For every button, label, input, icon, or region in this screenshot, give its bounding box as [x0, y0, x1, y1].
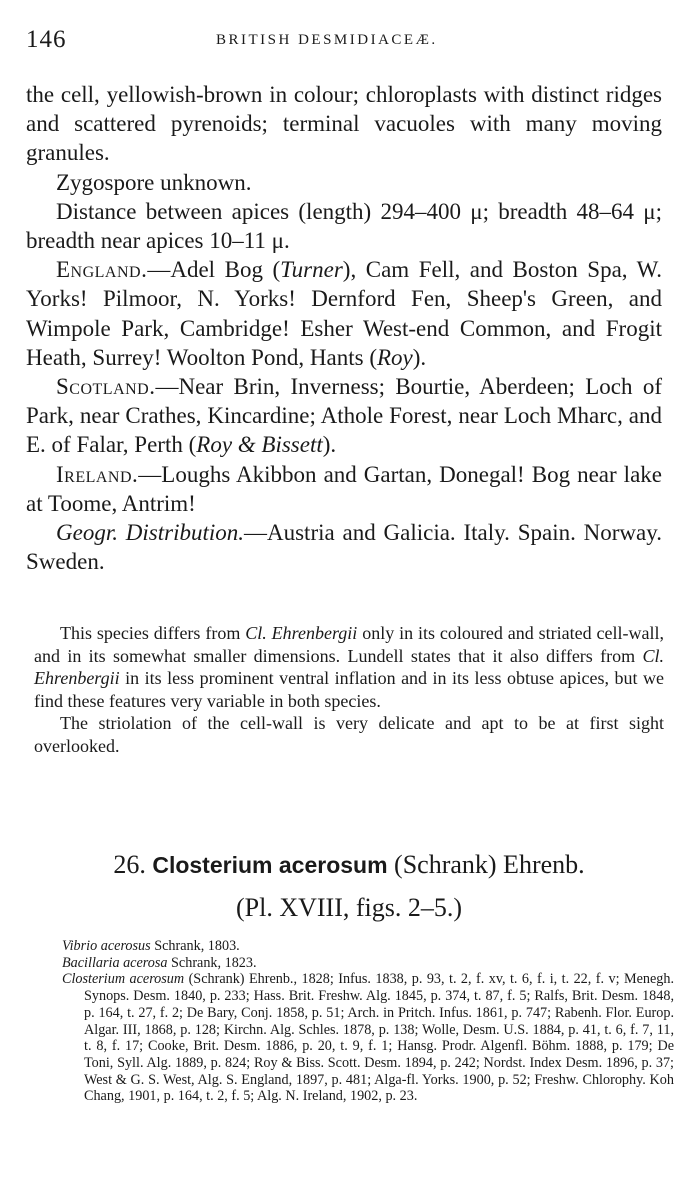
synonym-name: Bacillaria acerosa — [62, 954, 168, 971]
scotland-label: Scotland. — [56, 374, 156, 400]
synonym-name: Closterium acerosum — [62, 971, 185, 988]
synonym-entry: Bacillaria acerosa Schrank, 1823. — [62, 954, 257, 971]
dimensions-note: Distance between apices (length) 294–400 μ; breadth 48–64 μ; breadth near apices 10–11 μ. — [26, 198, 662, 254]
synonym-name: Vibrio acerosus — [62, 938, 151, 954]
species-description — [26, 80, 662, 576]
geographic-distribution: Geogr. Distribution.—Austria and Galicia. Italy. Spain. Norway. Sweden. — [26, 520, 662, 575]
description-intro: the cell, yellowish-brown in colour; chloroplasts with distinct ridges and scattered pyrenoids; terminal vacuoles with many moving granules. — [26, 82, 662, 166]
species-heading — [0, 850, 698, 880]
collector-name: Turner — [280, 257, 343, 283]
england-label: England. — [56, 257, 148, 283]
synonym-entry: Vibrio acerosus Schrank, 1803. — [62, 938, 240, 954]
locality-ireland: Ireland.—Loughs Akibbon and Gartan, Donegal! Bog near lake at Toome, Antrim! — [26, 461, 662, 516]
species-name: Closterium acerosum — [152, 852, 388, 878]
collector-name: Roy — [377, 344, 413, 370]
synonym-entry: Closterium acerosum (Schrank) Ehrenb., 1828; Infus. 1838, p. 93, t. 2, f. xv, t. 6, f. i, t. 22, f. v; Menegh. Synops. Desm. 1840, p. 233; Hass. Brit. Freshw. Alg. 1845, p. 374, t. 87, f. 5; Ralfs, Brit. Desm. 1848, p. 164, t. 27, f. 2; De Bary, Conj. 1858, p. 51; Arch. in Pritch. Infus. 1861, p. 747; Rabenh. Flor. Europ. Algar. III, 1868, p. 128; Kirchn. Alg. Schles. 1878, p. 138; Wolle, Desm. U.S. 1884, p. 41, t. 6, f. 7, 11, t. 8, f. 17; Cooke, Brit. Desm. 1886, p. 20, t. 9, f. 1; Hansg. Prodr. Algenfl. Böhm. 1888, p. 179; De Toni, Syll. Alg. 1889, p. 824; Roy & Biss. Scott. Desm. 1894, p. 242; Nordst. Index Desm. 1896, p. 37; West & G. S. West, Alg. S. England, 1897, p. 481; Alga-fl. Yorks. 1900, p. 52; Freshw. Chlorophy. Koh Chang, 1901, p. 164, t. 2, f. 5; Alg. N. Ireland, 1902, p. 23. — [62, 971, 674, 1105]
zygospore-note: Zygospore unknown. — [56, 169, 252, 195]
distribution-label: Geogr. Distribution. — [56, 520, 244, 546]
plate-reference: (Pl. XVIII, figs. 2–5.) — [235, 893, 463, 922]
collector-name: Roy & Bissett — [196, 432, 323, 458]
ireland-label: Ireland. — [56, 461, 139, 487]
page-number: 146 — [26, 26, 67, 53]
locality-scotland: Scotland.—Near Brin, Inverness; Bourtie, Aberdeen; Loch of Park, near Crathes, Kincardine; Athole Forest, near Loch Mharc, and E. of Falar, Perth (Roy & Bissett). — [26, 374, 662, 458]
running-title: BRITISH DESMIDIACEÆ. — [216, 32, 438, 48]
species-reference: Cl. Ehrenbergii — [245, 623, 358, 643]
remark-paragraph: The striolation of the cell-wall is very delicate and apt to be at first sight overlooked. — [34, 713, 664, 756]
synonymy-list — [62, 938, 674, 1105]
locality-england: England.—Adel Bog (Turner), Cam Fell, and Boston Spa, W. Yorks! Pilmoor, N. Yorks! Dernford Fen, Sheep's Green, and Wimpole Park, Cambridge! Esher West-end Common, and Frogit Heath, Surrey! Woolton Pond, Hants (Roy). — [26, 257, 662, 370]
species-authority: (Schrank) Ehrenb. — [394, 850, 585, 879]
species-number: 26. — [113, 850, 146, 879]
remark-paragraph: This species differs from Cl. Ehrenbergii only in its coloured and striated cell-wall, and in its somewhat smaller dimensions. Lundell states that it also differs from Cl. Ehrenbergii in its less prominent ventral inflation and in its less obtuse apices, but we find these features very variable in both species. — [34, 623, 665, 711]
species-reference: Cl. Ehrenbergii — [34, 645, 664, 689]
page-header — [26, 26, 658, 56]
species-remarks — [34, 622, 664, 758]
